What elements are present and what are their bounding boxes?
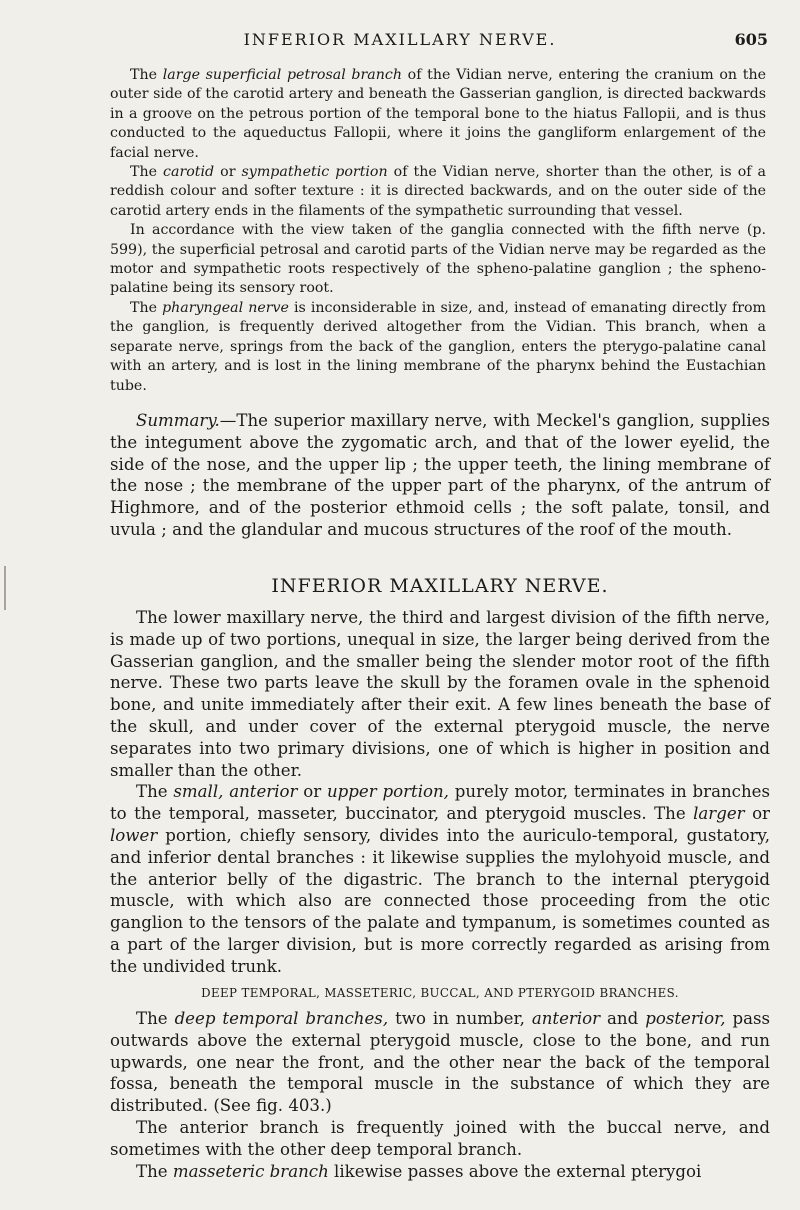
paragraph-superficial-petrosal: The large superficial petrosal branch of the Vidian nerve, entering the cranium on the outer side of the carotid artery and beneath the Gasserian ganglion, is directed backwards in a groove on the petrous portion of the temporal bone to the hiatus Fallopii, and is thus conducted to the aqueductus Fallopii, where it joins the gangliform enlargement of the facial nerve. — [110, 67, 766, 161]
paragraph-masseteric: The masseteric branch likewise passes above the external pterygoi — [136, 1161, 702, 1181]
summary-paragraph: Summary.—The superior maxillary nerve, with Meckel's ganglion, supplies the integument above the zygomatic arch, and that of the lower eyelid, the side of the nose, and the upper lip ; the upper teeth, the lining membrane of the nose ; the membrane of the upper part of the pharynx, of the antrum of Highmore, and of the posterior ethmoid cells ; the soft palate, tonsil, and uvula ; and the glandular and mucous structures of the roof of the mouth. — [110, 411, 770, 539]
paragraph-lower-maxillary: The lower maxillary nerve, the third and largest division of the fifth nerve, is made up of two portions, unequal in size, the larger being derived from the Gasserian ganglion, and the smaller being the slender motor root of the fifth nerve. These two parts leave the skull by the foramen ovale in the sphenoid bone, and unite immediately after their exit. A few lines beneath the base of the skull, and under cover of the external pterygoid muscle, the nerve separates into two primary divisions, one of which is higher in position and smaller than the other. — [110, 608, 770, 780]
paragraph-deep-temporal: The deep temporal branches, two in number, anterior and posterior, pass outwards above the external pterygoid muscle, close to the bone, and run upwards, one near the front, and the other near the back of the temporal fossa, beneath the temporal muscle in the substance of which they are distributed. (See fig. 403.) — [110, 1009, 770, 1116]
summary-section — [110, 410, 770, 541]
page-header — [0, 30, 800, 52]
margin-mark — [4, 566, 6, 610]
small-print-section — [110, 66, 766, 396]
paragraph-ganglia-view: In accordance with the view taken of the ganglia connected with the fifth nerve (p. 599), the superficial petrosal and carotid parts of the Vidian nerve may be regarded as the motor and sympathetic roots respectively of the spheno-palatine ganglion ; the spheno-palatine being its sensory root. — [110, 222, 766, 297]
paragraph-pharyngeal-nerve: The pharyngeal nerve is inconsiderable in size, and, instead of emanating directly from the ganglion, is frequently derived altogether from the Vidian. This branch, when a separate nerve, springs from the back of the ganglion, enters the pterygo-palatine canal with an artery, and is lost in the lining membrane of the pharynx behind the Eustachian tube. — [110, 299, 766, 394]
subsection-heading: DEEP TEMPORAL, MASSETERIC, BUCCAL, AND PTERYGOID BRANCHES. — [201, 986, 679, 1000]
paragraph-anterior-branch: The anterior branch is frequently joined with the buccal nerve, and sometimes with the other deep temporal branch. — [110, 1117, 770, 1159]
section-heading: INFERIOR MAXILLARY NERVE. — [271, 575, 609, 597]
summary-label: Summary. — [136, 411, 220, 430]
running-title: INFERIOR MAXILLARY NERVE. — [243, 30, 557, 49]
paragraph-carotid-portion: The carotid or sympathetic portion of the Vidian nerve, shorter than the other, is of a reddish colour and softer texture : it is directed backwards, and on the outer side of the carotid artery ends in the filaments of the sympathetic surrounding that vessel. — [110, 164, 766, 219]
main-body — [110, 607, 770, 978]
page-number: 605 — [734, 30, 768, 49]
paragraph-portions: The small, anterior or upper portion, purely motor, terminates in branches to the temporal, masseter, buccinator, and pterygoid muscles. The larger or lower portion, chiefly sensory, divides into the auriculo-temporal, gustatory, and inferior dental branches : it likewise supplies the mylohyoid muscle, and the anterior belly of the digastric. The branch to the internal pterygoid muscle, with which also are connected those proceeding from the otic ganglion to the tensors of the palate and tympanum, is sometimes counted as a part of the larger division, but is more correctly regarded as arising from the undivided trunk. — [110, 782, 770, 976]
deep-branches-body — [110, 1008, 770, 1182]
